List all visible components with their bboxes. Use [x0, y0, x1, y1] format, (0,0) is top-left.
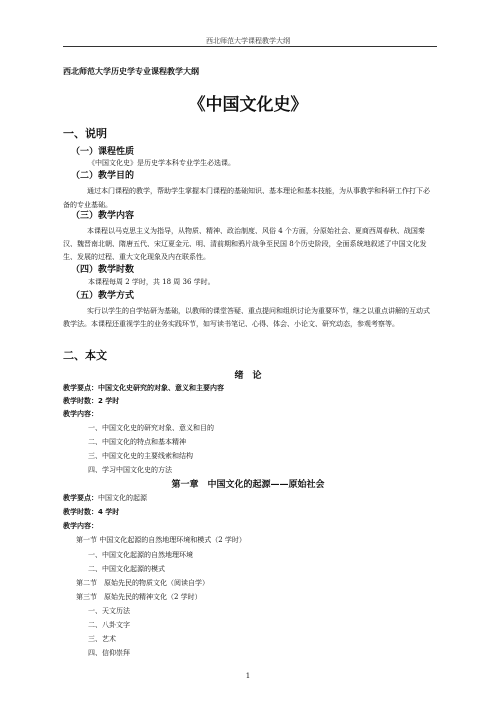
intro-item: 一、中国文化史的研究对象、意义和目的 — [88, 424, 214, 432]
intro-hours: 教学时数：2 学时 — [63, 397, 120, 405]
nature-text: 《中国文化史》是历史学本科专业学生必选课。 — [88, 159, 235, 167]
chapter1-title: 第一章 中国文化的起源——原始社会 — [171, 480, 325, 490]
hours-heading: （四）教学时数 — [71, 265, 135, 275]
chapter1-item: 第一节 中国文化起源的自然地理环境和模式（2 学时） — [76, 536, 246, 544]
header-rule — [63, 46, 437, 47]
section-heading-2: 二、本文 — [63, 349, 107, 362]
chapter1-item: 二、中国文化起源的模式 — [88, 565, 165, 573]
intro-item: 三、中国文化史的主要线索和结构 — [88, 452, 193, 460]
chapter1-item: 第二节 原始先民的物质文化（阅读自学） — [76, 579, 209, 587]
page-number: 1 — [245, 672, 251, 680]
section-heading-1: 一、说明 — [63, 127, 107, 140]
content-heading: （三）教学内容 — [71, 211, 135, 221]
running-header: 西北师范大学课程教学大纲 — [206, 37, 290, 45]
nature-heading: （一）课程性质 — [71, 147, 135, 157]
chapter1-item: 二、八卦文字 — [88, 621, 130, 629]
chapter1-content-label: 教学内容： — [63, 522, 98, 530]
course-title: 《中国文化史》 — [188, 95, 308, 115]
intro-content-label: 教学内容： — [63, 410, 98, 418]
chapter1-item: 四、信仰崇拜 — [88, 649, 130, 657]
content-text: 本课程以马克思主义为指导，从物质、精神、政治制度、风俗 4 个方面，分原始社会、夏商西周春秋、战国秦汉、魏晋南北朝、隋唐五代、宋辽夏金元、明、清前期和鸦片战争至民国 8个历史阶段，全面系统地叙述了中国文化发生、发展的过程、重大文化现象及内在联系性。 — [63, 227, 427, 261]
chapter1-item: 一、天文历法 — [88, 607, 130, 615]
intro-key-points: 教学要点：中国文化史研究的对象、意义和主要内容 — [63, 384, 224, 392]
goal-text: 通过本门课程的教学，帮助学生掌握本门课程的基础知识、基本理论和基本技能，为从事教学和科研工作打下必备的专业基础。 — [63, 187, 430, 209]
method-heading: （五）教学方式 — [71, 291, 135, 301]
chapter1-item: 三、艺术 — [88, 635, 116, 643]
method-text: 实行以学生的自学钻研为基础，以教师的课堂答疑、重点提问和组织讨论为重要环节，继之以重点讲解的互动式教学法。本课程还重视学生的业务实践环节，如写读书笔记、心得、体会、小论文、研究动态，参观考察等。 — [63, 307, 430, 328]
chapter1-item: 一、中国文化起源的自然地理环境 — [88, 551, 193, 559]
chapter1-item: 第三节 原始先民的精神文化（2 学时） — [76, 593, 202, 601]
chapter1-key-text: 中国文化的起源 — [98, 494, 147, 502]
goal-heading: （二）教学目的 — [71, 171, 135, 181]
chapter1-key-label: 教学要点： — [63, 494, 98, 502]
chapter1-hours: 教学时数：4 学时 — [63, 508, 120, 516]
intro-item: 四、学习中国文化史的方法 — [88, 466, 172, 474]
chapter1-key-points — [63, 495, 147, 502]
intro-title: 绪 论 — [234, 371, 262, 381]
hours-text: 本课程每周 2 学时，共 18 周 36 学时。 — [88, 278, 215, 286]
document-title: 西北师范大学历史学专业课程教学大纲 — [63, 67, 199, 76]
intro-item: 二、中国文化的特点和基本精神 — [88, 438, 186, 446]
